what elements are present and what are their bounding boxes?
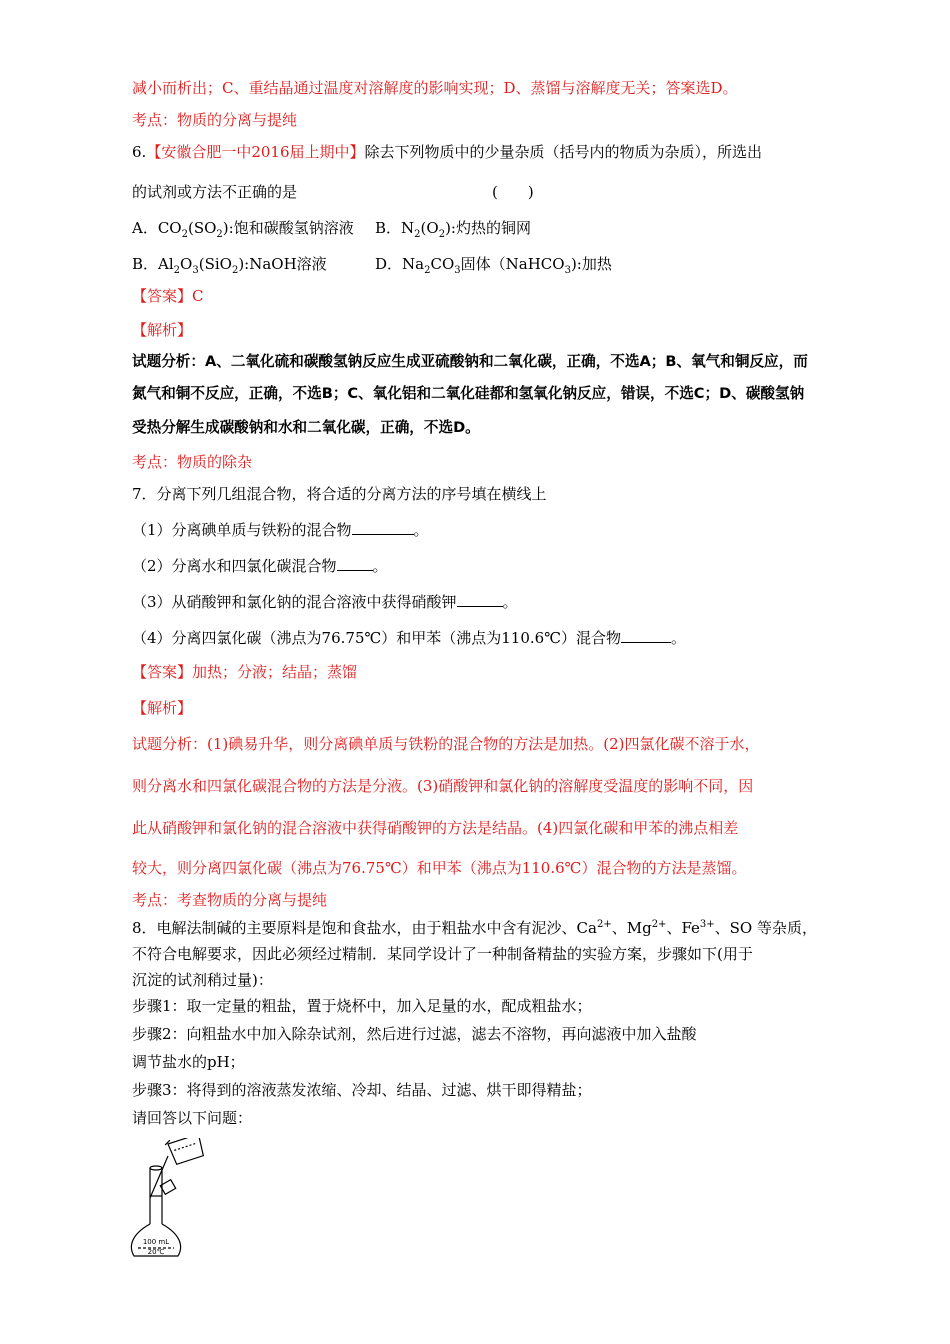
question-7-item-3: （3）从硝酸钾和氯化钠的混合溶液中获得硝酸钾 。 — [132, 593, 518, 611]
beaker-icon — [164, 1138, 205, 1166]
question-6-stem-cont — [132, 182, 534, 202]
analysis-7-line-2: 则分离水和四氯化碳混合物的方法是分液。(3)硝酸钾和氯化钠的溶解度受温度的影响不同，因 — [132, 777, 754, 795]
answer-paren: ( ) — [492, 183, 534, 201]
glass-rod-icon — [150, 1156, 168, 1198]
analysis-7-line-1: 试题分析：(1)碘易升华，则分离碘单质与铁粉的混合物的方法是加热。(2)四氯化碳不溶于水， — [132, 735, 760, 753]
flask-temp-label: 20℃ — [147, 1248, 165, 1256]
analysis-label: 【解析】 — [132, 699, 193, 717]
flask-volume-label: 100 mL — [142, 1238, 170, 1246]
question-7-stem: 7．分离下列几组混合物，将合适的分离方法的序号填在横线上 — [132, 485, 547, 503]
analysis-7-line-3: 此从硝酸钾和氯化钠的混合溶液中获得硝酸钾的方法是结晶。(4)四氯化碳和甲苯的沸点相差 — [132, 819, 739, 837]
question-text: 的试剂或方法不正确的是 — [132, 183, 298, 201]
answer-text-line: 减小而析出；C、重结晶通过温度对溶解度的影响实现；D、蒸馏与溶解度无关；答案选D。 — [132, 79, 738, 97]
answer-label: 【答案】 — [132, 663, 193, 681]
kaodian-label: 考点：物质的分离与提纯 — [132, 111, 298, 129]
options-row-1 — [132, 218, 531, 240]
option-a: A．$CO_2(SO_2)$:饱和碳酸氢钠溶液 — [132, 219, 354, 240]
step-3: 步骤3：将得到的溶液蒸发浓缩、冷却、结晶、过滤、烘干即得精盐； — [132, 1081, 592, 1099]
question-6-stem — [132, 142, 762, 162]
question-7-item-1: （1）分离碘单质与铁粉的混合物 。 — [132, 521, 429, 539]
answer-6 — [132, 286, 204, 306]
answer-7 — [132, 662, 357, 682]
kaodian-7: 考点：考查物质的分离与提纯 — [132, 891, 328, 909]
question-8-line-2: 不符合电解要求，因此必须经过精制．某同学设计了一种制备精盐的实验方案，步骤如下(用于 — [132, 945, 753, 963]
answer-value: 加热；分液；结晶；蒸馏 — [192, 663, 358, 681]
answer-blank[interactable] — [621, 628, 671, 643]
question-number: 6. — [132, 143, 147, 161]
question-8-line-1: 8．电解法制碱的主要原料是饱和食盐水，由于粗盐水中含有泥沙、$Ca^{2+}$、$Mg^{2+}$、$Fe^{3+}$、SO 等杂质， — [132, 919, 817, 937]
question-7-item-4: （4）分离四氯化碳（沸点为76.75℃）和甲苯（沸点为110.6℃）混合物 。 — [132, 629, 687, 647]
question-7-item-2: （2）分离水和四氯化碳混合物 。 — [132, 557, 388, 575]
kaodian-6: 考点：物质的除杂 — [132, 453, 253, 471]
options-row-2 — [132, 254, 612, 276]
answer-blank[interactable] — [457, 592, 503, 607]
volumetric-flask-figure — [128, 1138, 218, 1268]
analysis-7-line-4: 较大，则分离四氯化碳（沸点为76.75℃）和甲苯（沸点为110.6℃）混合物的方法是蒸馏。 — [132, 859, 747, 877]
question-8-line-3: 沉淀的试剂稍过量)： — [132, 971, 273, 989]
ask-line: 请回答以下问题： — [132, 1109, 253, 1127]
step-2-cont: 调节盐水的pH； — [132, 1053, 245, 1071]
option-b: B．$N_2(O_2)$:灼热的铜网 — [375, 219, 531, 240]
analysis-6-line-3: 受热分解生成碳酸钠和水和二氧化碳，正确，不选D。 — [132, 419, 480, 436]
analysis-label: 【解析】 — [132, 321, 193, 339]
option-d: D．$Na_2CO_3$固体（NaHCO$_3$):加热 — [375, 255, 612, 276]
answer-blank[interactable] — [352, 520, 414, 535]
answer-value: C — [192, 287, 204, 305]
option-c: B．$Al_2O_3(SiO_2):NaOH$溶液 — [132, 255, 327, 276]
analysis-6-line-1: 试题分析：A、二氧化硫和碳酸氢钠反应生成亚硫酸钠和二氧化碳，正确，不选A；B、氧气和铜反应，而 — [132, 353, 808, 370]
answer-blank[interactable] — [337, 556, 373, 571]
stopper-icon — [160, 1180, 175, 1195]
step-2: 步骤2：向粗盐水中加入除杂试剂，然后进行过滤，滤去不溶物，再向滤液中加入盐酸 — [132, 1025, 697, 1043]
step-1: 步骤1：取一定量的粗盐，置于烧杯中，加入足量的水，配成粗盐水； — [132, 997, 592, 1015]
question-source: 【安徽合肥一中2016届上期中】 — [146, 143, 365, 161]
analysis-6-line-2: 氮气和铜不反应，正确，不选B；C、氧化铝和二氧化硅都和氢氧化钠反应，错误，不选C；D、碳酸氢钠 — [132, 385, 805, 402]
answer-label: 【答案】 — [132, 287, 193, 305]
question-text: 除去下列物质中的少量杂质（括号内的物质为杂质），所选出 — [364, 143, 763, 161]
